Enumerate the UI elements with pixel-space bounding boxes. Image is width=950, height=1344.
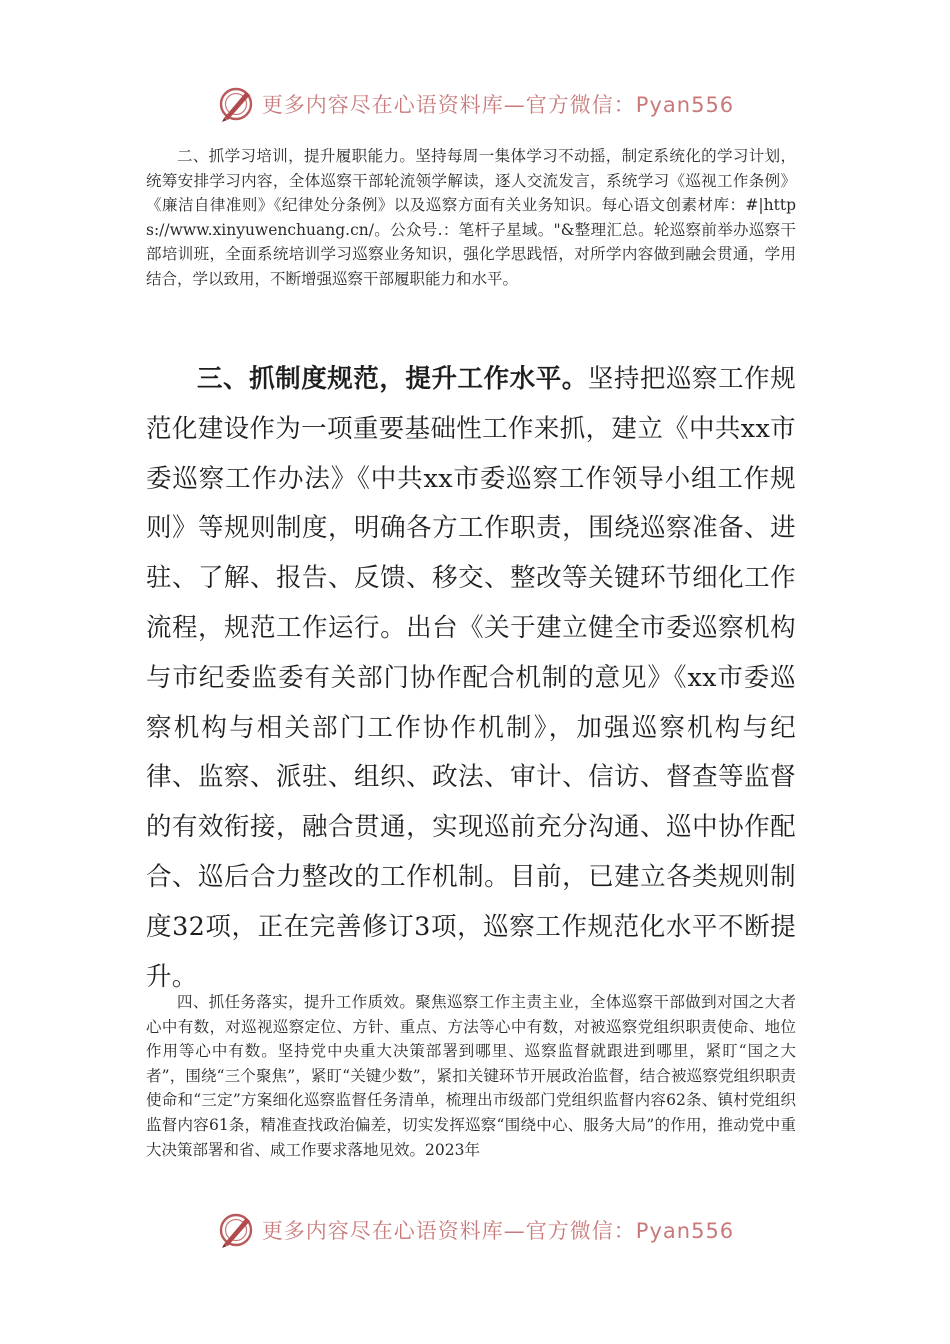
section-3-body: 坚持把巡察工作规范化建设作为一项重要基础性工作来抓，建立《中共xx市委巡察工作办法》《中共xx市委巡察工作领导小组工作规则》等规则制度，明确各方工作职责，围绕巡察准备、进驻、了解、报告、反馈、移交、整改等关键环节细化工作流程，规范工作运行。出台《关于建立健全市委巡察机构与市纪委监委有关部门协作配合机制的意见》《xx市委巡察机构与相关部门工作协作机制》，加强巡察机构与纪律、监察、派驻、组织、政法、审计、信访、督查等监督的有效衔接，融合贯通，实现巡前充分沟通、巡中协作配合、巡后合力整改的工作机制。目前，已建立各类规则制度32项，正在完善修订3项，巡察工作规范化水平不断提升。 xyxy=(146,364,796,992)
header-banner xyxy=(0,82,950,126)
footer-banner xyxy=(0,1208,950,1252)
pen-seal-icon xyxy=(216,84,256,124)
section-3-paragraph xyxy=(146,355,796,1002)
pen-seal-icon xyxy=(216,1210,256,1250)
section-3-heading: 三、抓制度规范，提升工作水平。 xyxy=(197,364,588,394)
section-4-paragraph: 四、抓任务落实，提升工作质效。聚焦巡察工作主责主业，全体巡察干部做到对国之大者心中有数，对巡视巡察定位、方针、重点、方法等心中有数，对被巡察党组织职责使命、地位作用等心中有数。坚持党中央重大决策部署到哪里、巡察监督就跟进到哪里，紧盯“国之大者”，围绕“三个聚焦”，紧盯“关键少数”，紧扣关键环节开展政治监督，结合被巡察党组织职责使命和“三定”方案细化巡察监督任务清单，梳理出市级部门党组织监督内容62条、镇村党组织监督内容61条，精准查找政治偏差，切实发挥巡察“围绕中心、服务大局”的作用，推动党中重大决策部署和省、咸工作要求落地见效。2023年 xyxy=(146,993,796,1159)
banner-text: 更多内容尽在心语资料库—官方微信：Pyan556 xyxy=(261,1219,735,1243)
section-2-paragraph: 二、抓学习培训，提升履职能力。坚持每周一集体学习不动摇，制定系统化的学习计划，统筹安排学习内容，全体巡察干部轮流领学解读，逐人交流发言，系统学习《巡视工作条例》《廉洁自律准则》《纪律处分条例》以及巡察方面有关业务知识。每心语文创素材库：#|https://www.xinyuwenchuang.cn/。公众号.：笔杆子星域。"&整理汇总。轮巡察前举办巡察干部培训班，全面系统培训学习巡察业务知识，强化学思践悟，对所学内容做到融会贯通，学用结合，学以致用，不断增强巡察干部履职能力和水平。 xyxy=(146,147,796,288)
banner-text: 更多内容尽在心语资料库—官方微信：Pyan556 xyxy=(261,93,735,117)
